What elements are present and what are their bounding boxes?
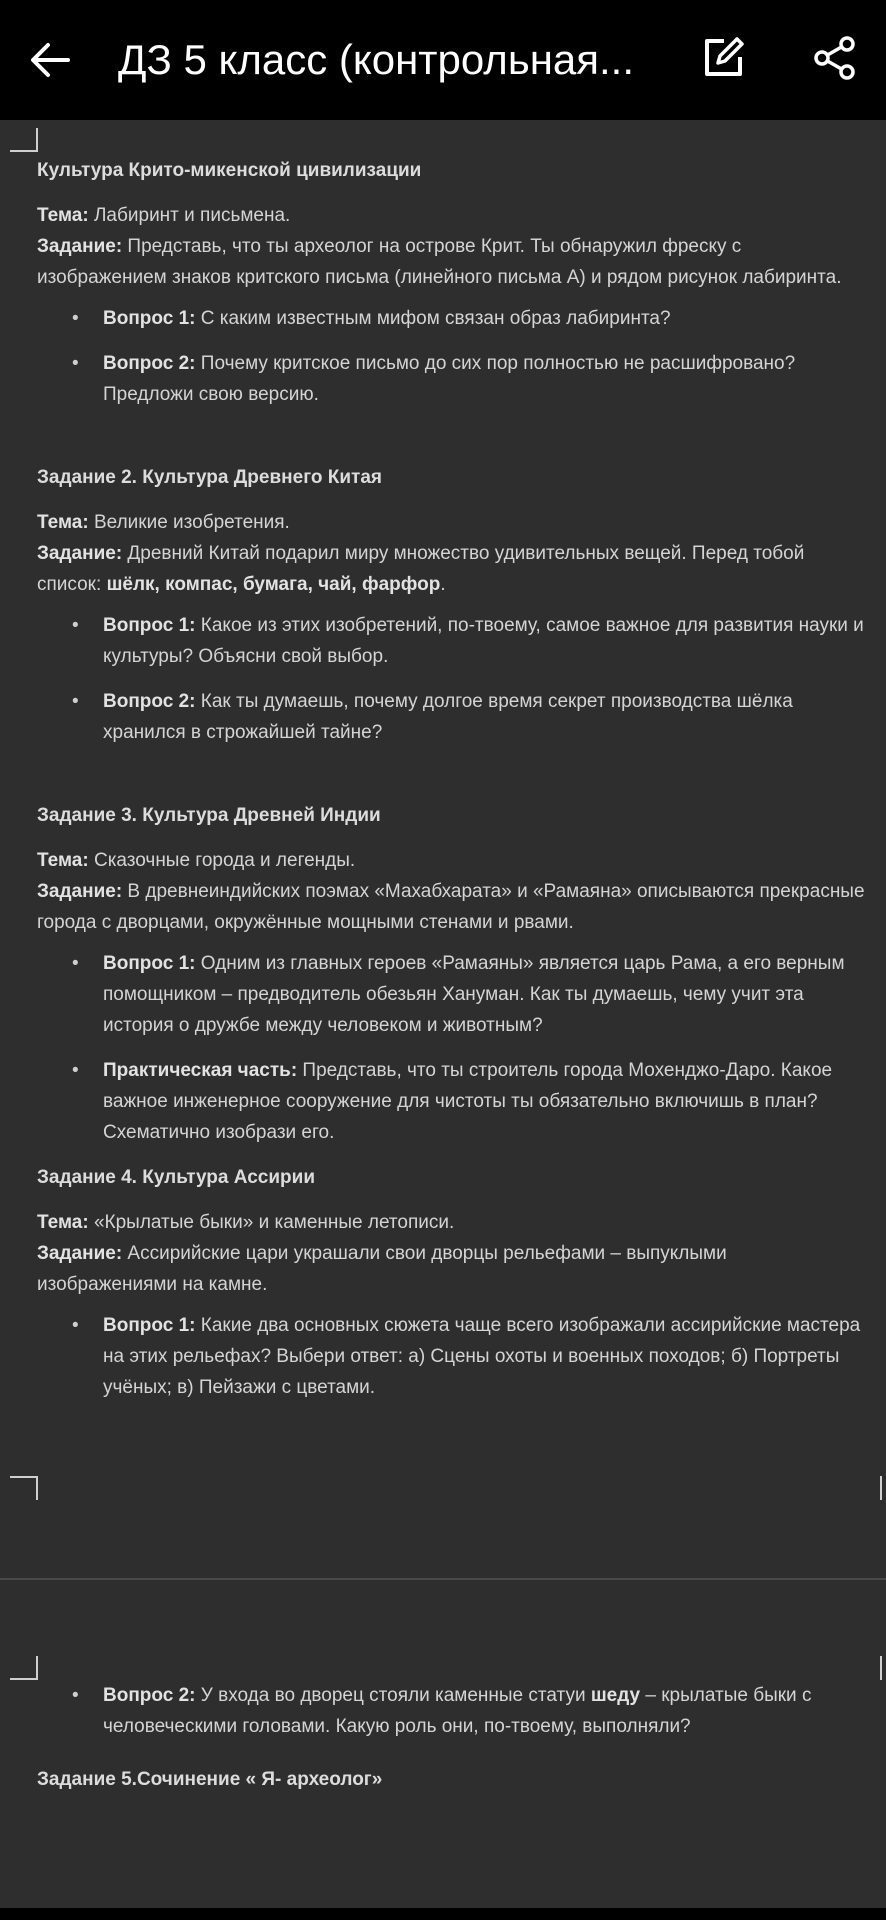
question-label: Вопрос 1: (103, 953, 196, 974)
task-text: . (440, 574, 446, 595)
task-text: Представь, что ты археолог на острове Крит. Ты обнаружил фреску с изображением знаков критского письма (линейного письма А) и рядом рисунок лабиринта. (37, 236, 842, 288)
practical-text: Представь, что ты строитель города Мохенджо-Даро. Какое важное инженерное сооружение для чистоты ты обязательно включишь в план? Схематично изобрази его. (103, 1060, 833, 1143)
question-list (37, 610, 872, 748)
question-label: Вопрос 1: (103, 615, 196, 636)
document-body-page-2 (37, 1680, 872, 1795)
question-text: Одним из главных героев «Рамаяны» является царь Рама, а его верным помощником – предводитель обезьян Хануман. Как ты думаешь, чему учит эта история о дружбе между человеком и животным? (103, 953, 845, 1036)
page-corner-marker (10, 128, 38, 152)
question-text: У входа во дворец стояли каменные статуи (195, 1685, 591, 1706)
bottom-bar (0, 1908, 886, 1920)
practical-label: Практическая часть: (103, 1060, 298, 1081)
question-label: Вопрос 1: (103, 1315, 196, 1336)
topic-text: Сказочные города и легенды. (88, 850, 356, 871)
task-text: Древний Китай подарил миру множество удивительных вещей. Перед тобой список: (37, 543, 805, 595)
task-label: Задание: (37, 1243, 123, 1264)
question-text: Как ты думаешь, почему долгое время секрет производства шёлка хранился в строжайшей тайне? (103, 691, 793, 743)
question-list (37, 303, 872, 410)
question-label: Вопрос 2: (103, 1685, 196, 1706)
list-item (103, 1055, 872, 1148)
question-text: Почему критское письмо до сих пор полностью не расшифровано? Предложи свою версию. (103, 353, 796, 405)
section-title: Задание 2. Культура Древнего Китая (37, 467, 382, 488)
question-label: Вопрос 1: (103, 308, 196, 329)
task-paragraph (37, 231, 872, 293)
task-text: Ассирийские цари украшали свои дворцы рельефами – выпуклыми изображениями на камне. (37, 1243, 727, 1295)
edit-button[interactable] (693, 28, 753, 88)
share-button[interactable] (805, 28, 865, 88)
section-title: Задание 4. Культура Ассирии (37, 1167, 316, 1188)
share-icon (811, 34, 859, 82)
topic-line (37, 507, 872, 538)
question-list (37, 1310, 872, 1403)
question-text: Какие два основных сюжета чаще всего изображали ассирийские мастера на этих рельефах? Выбери ответ: а) Сцены охоты и военных походов; б) Портреты учёных; в) Пейзажи с цветами. (103, 1315, 861, 1398)
app-toolbar (0, 0, 886, 120)
inventions-list: шёлк, компас, бумага, чай, фарфор (106, 574, 441, 595)
topic-label: Тема: (37, 205, 89, 226)
list-item (103, 1680, 872, 1742)
task-paragraph (37, 538, 872, 600)
topic-label: Тема: (37, 512, 89, 533)
list-item (103, 610, 872, 672)
page-corner-marker (10, 1656, 38, 1680)
topic-text: Лабиринт и письмена. (88, 205, 291, 226)
list-item (103, 948, 872, 1041)
topic-line (37, 1207, 872, 1238)
topic-label: Тема: (37, 1212, 89, 1233)
question-text: Какое из этих изобретений, по-твоему, самое важное для развития науки и культуры? Объясни свой выбор. (103, 615, 864, 667)
topic-label: Тема: (37, 850, 89, 871)
edit-icon (700, 35, 746, 81)
task-label: Задание: (37, 543, 123, 564)
page-corner-marker (10, 1476, 38, 1500)
arrow-left-icon (26, 36, 74, 84)
page-corner-marker (880, 1476, 886, 1500)
topic-text: Великие изобретения. (88, 512, 290, 533)
question-text: С каким известным мифом связан образ лабиринта? (195, 308, 671, 329)
document-body (37, 155, 872, 1417)
question-list (37, 1680, 872, 1742)
topic-line (37, 200, 872, 231)
topic-line (37, 845, 872, 876)
back-button[interactable] (20, 30, 80, 90)
question-text: – крылатые быки с человеческими головами. Какую роль они, по-твоему, выполняли? (103, 1685, 812, 1737)
shedu-term: шеду (590, 1685, 641, 1706)
section-title: Культура Крито-микенской цивилизации (37, 160, 422, 181)
list-item (103, 303, 872, 334)
list-item (103, 1310, 872, 1403)
question-label: Вопрос 2: (103, 353, 196, 374)
question-label: Вопрос 2: (103, 691, 196, 712)
document-title: ДЗ 5 класс (контрольная... (118, 36, 634, 83)
list-item (103, 686, 872, 748)
section-title: Задание 5.Сочинение « Я- археолог» (37, 1769, 383, 1790)
page-corner-marker (880, 1656, 886, 1680)
task-label: Задание: (37, 236, 123, 257)
list-item (103, 348, 872, 410)
question-list (37, 948, 872, 1148)
section-title: Задание 3. Культура Древней Индии (37, 805, 381, 826)
task-text: В древнеиндийских поэмах «Махабхарата» и «Рамаяна» описываются прекрасные города с дворцами, окружённые мощными стенами и рвами. (37, 881, 865, 933)
topic-text: «Крылатые быки» и каменные летописи. (88, 1212, 455, 1233)
task-paragraph (37, 1238, 872, 1300)
task-label: Задание: (37, 881, 123, 902)
task-paragraph (37, 876, 872, 938)
